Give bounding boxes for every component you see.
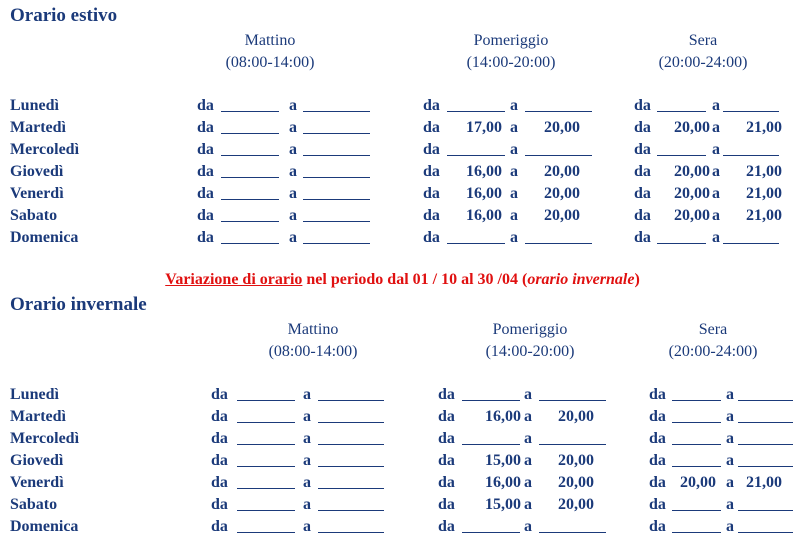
da-label: da <box>438 452 455 469</box>
a-label: a <box>289 119 297 136</box>
time-slot <box>0 117 805 139</box>
a-label: a <box>726 408 734 425</box>
time-to: 20,00 <box>544 119 580 136</box>
da-label: da <box>211 518 228 535</box>
da-label: da <box>197 229 214 246</box>
a-label: a <box>303 474 311 491</box>
da-label: da <box>634 119 651 136</box>
a-label: a <box>303 452 311 469</box>
column-header <box>233 319 393 363</box>
time-to-blank[interactable] <box>738 466 793 467</box>
variation-end-text: ) <box>634 271 640 288</box>
time-to: 20,00 <box>544 185 580 202</box>
column-range: (08:00-14:00) <box>268 343 358 360</box>
column-name: Pomeriggio <box>473 32 549 49</box>
time-from-blank[interactable] <box>672 510 721 511</box>
column-header <box>431 30 591 74</box>
da-label: da <box>634 185 651 202</box>
a-label: a <box>510 141 518 158</box>
a-label: a <box>510 185 518 202</box>
time-slot <box>0 139 805 161</box>
da-label: da <box>211 408 228 425</box>
a-label: a <box>524 452 532 469</box>
da-label: da <box>423 185 440 202</box>
time-from: 20,00 <box>674 119 710 136</box>
day-label: Martedì <box>10 408 66 425</box>
da-label: da <box>649 518 666 535</box>
column-name: Sera <box>698 321 728 338</box>
time-to: 20,00 <box>558 474 594 491</box>
time-from-blank[interactable] <box>657 243 706 244</box>
day-label: Lunedì <box>10 97 59 114</box>
column-range: (14:00-20:00) <box>466 54 556 71</box>
day-label: Mercoledì <box>10 430 80 447</box>
time-from-blank[interactable] <box>672 400 721 401</box>
da-label: da <box>211 430 228 447</box>
a-label: a <box>289 163 297 180</box>
section-title: Orario invernale <box>10 294 147 315</box>
time-slot <box>0 450 805 472</box>
da-label: da <box>423 229 440 246</box>
a-label: a <box>524 408 532 425</box>
column-name: Sera <box>688 32 718 49</box>
column-range: (08:00-14:00) <box>225 54 315 71</box>
variation-italic-text: orario invernale <box>527 271 635 288</box>
time-from: 20,00 <box>674 207 710 224</box>
time-slot <box>0 227 805 249</box>
column-range: (20:00-24:00) <box>668 343 758 360</box>
a-label: a <box>726 474 734 491</box>
time-slot <box>0 406 805 428</box>
time-from-blank[interactable] <box>672 466 721 467</box>
a-label: a <box>303 386 311 403</box>
a-label: a <box>289 97 297 114</box>
variation-period-text: nel periodo dal 01 / 10 al 30 /04 ( <box>302 271 528 288</box>
column-name: Pomeriggio <box>492 321 568 338</box>
da-label: da <box>438 496 455 513</box>
time-slot <box>0 384 805 406</box>
da-label: da <box>423 141 440 158</box>
time-to: 20,00 <box>558 496 594 513</box>
day-label: Sabato <box>10 496 58 513</box>
da-label: da <box>197 163 214 180</box>
a-label: a <box>712 185 720 202</box>
day-label: Giovedì <box>10 452 64 469</box>
da-label: da <box>423 207 440 224</box>
time-from-blank[interactable] <box>672 444 721 445</box>
time-from: 20,00 <box>674 185 710 202</box>
da-label: da <box>438 430 455 447</box>
da-label: da <box>197 141 214 158</box>
time-from: 16,00 <box>466 163 502 180</box>
column-header <box>450 319 610 363</box>
a-label: a <box>524 518 532 535</box>
a-label: a <box>726 452 734 469</box>
da-label: da <box>438 386 455 403</box>
time-slot <box>0 516 805 538</box>
da-label: da <box>197 119 214 136</box>
time-to: 20,00 <box>544 163 580 180</box>
day-label: Sabato <box>10 207 58 224</box>
da-label: da <box>634 207 651 224</box>
da-label: da <box>197 207 214 224</box>
section-title: Orario estivo <box>10 5 118 26</box>
da-label: da <box>197 185 214 202</box>
time-to: 20,00 <box>558 408 594 425</box>
column-header <box>633 319 793 363</box>
time-to: 21,00 <box>746 474 782 491</box>
time-to-blank[interactable] <box>723 111 779 112</box>
variation-link-text: Variazione di orario <box>165 271 303 288</box>
day-label: Mercoledì <box>10 141 80 158</box>
a-label: a <box>712 119 720 136</box>
da-label: da <box>211 496 228 513</box>
column-header <box>623 30 783 74</box>
time-to: 21,00 <box>746 119 782 136</box>
da-label: da <box>211 386 228 403</box>
a-label: a <box>712 163 720 180</box>
time-to: 20,00 <box>544 207 580 224</box>
column-range: (14:00-20:00) <box>485 343 575 360</box>
a-label: a <box>303 496 311 513</box>
a-label: a <box>726 496 734 513</box>
day-label: Martedì <box>10 119 66 136</box>
a-label: a <box>289 185 297 202</box>
da-label: da <box>649 474 666 491</box>
day-label: Lunedì <box>10 386 59 403</box>
time-to-blank[interactable] <box>738 400 793 401</box>
column-range: (20:00-24:00) <box>658 54 748 71</box>
a-label: a <box>289 141 297 158</box>
a-label: a <box>510 97 518 114</box>
a-label: a <box>289 207 297 224</box>
time-to: 21,00 <box>746 207 782 224</box>
time-slot <box>0 494 805 516</box>
time-from-blank[interactable] <box>672 532 721 533</box>
a-label: a <box>289 229 297 246</box>
time-to: 21,00 <box>746 185 782 202</box>
a-label: a <box>303 430 311 447</box>
time-from-blank[interactable] <box>657 111 706 112</box>
a-label: a <box>303 408 311 425</box>
da-label: da <box>634 97 651 114</box>
da-label: da <box>423 163 440 180</box>
time-to-blank[interactable] <box>738 422 793 423</box>
time-slot <box>0 95 805 117</box>
a-label: a <box>510 207 518 224</box>
day-label: Giovedì <box>10 163 64 180</box>
time-from: 20,00 <box>680 474 716 491</box>
a-label: a <box>726 518 734 535</box>
da-label: da <box>423 119 440 136</box>
a-label: a <box>524 474 532 491</box>
da-label: da <box>438 408 455 425</box>
a-label: a <box>524 496 532 513</box>
column-name: Mattino <box>244 32 296 49</box>
da-label: da <box>211 474 228 491</box>
a-label: a <box>510 163 518 180</box>
da-label: da <box>197 97 214 114</box>
time-to-blank[interactable] <box>723 155 779 156</box>
a-label: a <box>524 430 532 447</box>
day-label: Domenica <box>10 518 79 535</box>
da-label: da <box>649 452 666 469</box>
a-label: a <box>712 207 720 224</box>
time-from: 15,00 <box>485 452 521 469</box>
time-slot <box>0 472 805 494</box>
time-to-blank[interactable] <box>738 444 793 445</box>
time-from: 16,00 <box>485 474 521 491</box>
time-to-blank[interactable] <box>738 510 793 511</box>
time-from: 16,00 <box>466 207 502 224</box>
time-slot <box>0 183 805 205</box>
da-label: da <box>649 430 666 447</box>
da-label: da <box>438 474 455 491</box>
day-label: Venerdì <box>10 474 64 491</box>
column-header <box>190 30 350 74</box>
da-label: da <box>649 386 666 403</box>
da-label: da <box>634 229 651 246</box>
a-label: a <box>712 229 720 246</box>
da-label: da <box>423 97 440 114</box>
a-label: a <box>524 386 532 403</box>
time-from-blank[interactable] <box>672 422 721 423</box>
time-to-blank[interactable] <box>723 243 779 244</box>
a-label: a <box>510 229 518 246</box>
a-label: a <box>303 518 311 535</box>
a-label: a <box>510 119 518 136</box>
variation-notice <box>0 271 805 289</box>
time-slot <box>0 428 805 450</box>
a-label: a <box>712 97 720 114</box>
column-name: Mattino <box>287 321 339 338</box>
da-label: da <box>649 408 666 425</box>
time-from: 17,00 <box>466 119 502 136</box>
time-from: 20,00 <box>674 163 710 180</box>
da-label: da <box>634 163 651 180</box>
time-from-blank[interactable] <box>657 155 706 156</box>
a-label: a <box>726 386 734 403</box>
time-to: 21,00 <box>746 163 782 180</box>
a-label: a <box>712 141 720 158</box>
time-from: 16,00 <box>466 185 502 202</box>
time-slot <box>0 205 805 227</box>
da-label: da <box>438 518 455 535</box>
time-to-blank[interactable] <box>738 532 793 533</box>
da-label: da <box>211 452 228 469</box>
da-label: da <box>634 141 651 158</box>
day-label: Venerdì <box>10 185 64 202</box>
time-from: 16,00 <box>485 408 521 425</box>
time-from: 15,00 <box>485 496 521 513</box>
time-slot <box>0 161 805 183</box>
da-label: da <box>649 496 666 513</box>
a-label: a <box>726 430 734 447</box>
day-label: Domenica <box>10 229 79 246</box>
time-to: 20,00 <box>558 452 594 469</box>
